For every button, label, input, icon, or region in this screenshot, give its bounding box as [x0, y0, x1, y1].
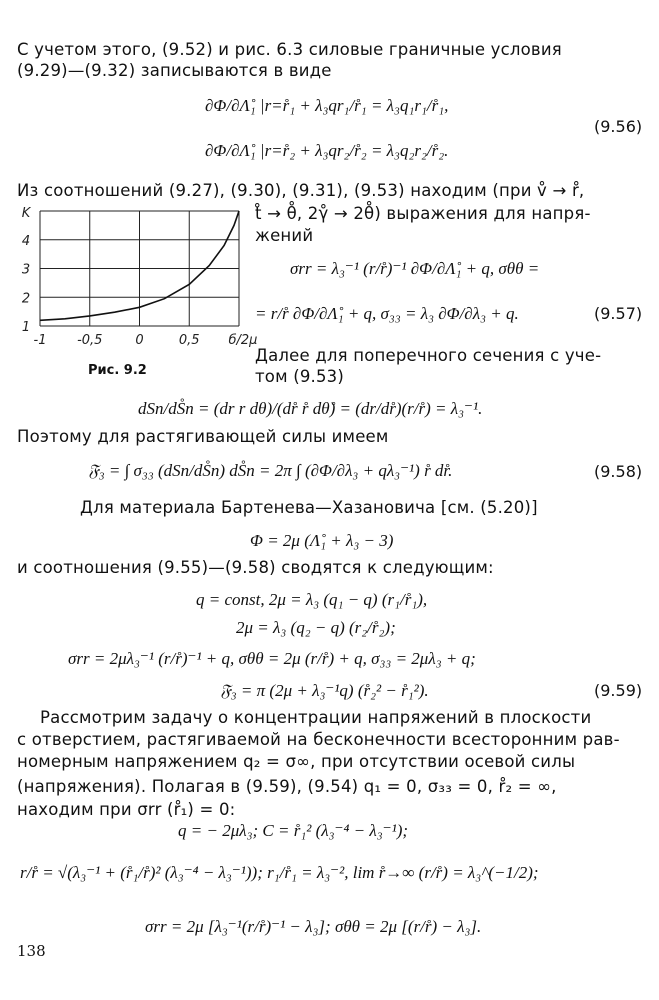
- equation-q-and-C: q = − 2μλ₃; C = r̊₁² (λ₃⁻⁴ − λ₃⁻¹);: [178, 821, 409, 840]
- equation-9-56-a: ∂Φ/∂Λ̊₁ |r=r̊₁ + λ₃qr₁/r̊₁ = λ₃q₁r₁/r̊₁,: [205, 96, 449, 115]
- figure-caption: Рис. 9.2: [88, 363, 147, 378]
- text-line-3: Из соотношений (9.27), (9.30), (9.31), (9.53) находим (при v̊ → r̊,: [17, 181, 585, 200]
- equation-phi: Φ = 2μ (Λ̊₁ + λ₃ − 3): [250, 531, 394, 550]
- equation-number-9-58: (9.58): [594, 462, 643, 481]
- page-number: 138: [17, 942, 46, 960]
- equation-stresses: σrr = 2μ [λ₃⁻¹(r/r̊)⁻¹ − λ₃]; σθθ = 2μ [(r/r̊) − λ₃].: [145, 917, 482, 936]
- text-line-8: Поэтому для растягивающей силы имеем: [17, 427, 389, 446]
- x-tick-label: -1: [33, 333, 47, 348]
- text-line-15: находим при σrr (r̊₁) = 0:: [17, 800, 236, 819]
- y-tick-label: 2: [21, 291, 31, 307]
- equation-r-ratio: r/r̊ = √(λ₃⁻¹ + (r̊₁/r̊)² (λ₃⁻⁴ − λ₃⁻¹)); r₁/r̊₁ = λ₃⁻², lim r̊→∞ (r/r̊) = λ₃^(−1/2);: [20, 863, 539, 882]
- text-line-1: С учетом этого, (9.52) и рис. 6.3 силовые граничные условия: [17, 40, 562, 59]
- x-tick-label: 0,5: [178, 333, 200, 348]
- x-tick-label: -0,5: [77, 333, 103, 348]
- text-line-12: с отверстием, растягиваемой на бесконечности всесторонним рав-: [17, 730, 620, 749]
- text-line-5: жений: [255, 226, 314, 245]
- text-line-13: номерным напряжением q₂ = σ∞, при отсутствии осевой силы: [17, 752, 576, 771]
- equation-9-56-b: ∂Φ/∂Λ̊₁ |r=r̊₂ + λ₃qr₂/r̊₂ = λ₃q₂r₂/r̊₂.: [205, 141, 449, 160]
- text-line-11: Рассмотрим задачу о концентрации напряжений в плоскости: [40, 708, 592, 727]
- text-line-6: Далее для поперечного сечения с уче-: [255, 346, 602, 365]
- equation-number-9-57: (9.57): [594, 304, 643, 323]
- y-tick-label: 4: [21, 233, 31, 249]
- figure-9-2: [14, 203, 258, 383]
- x-axis-label: б/2μ: [228, 333, 258, 348]
- text-line-4: t̊ → θ̊, 2γ̊ → 2θ̊) выражения для напря-: [255, 204, 591, 223]
- text-line-14: (напряжения). Полагая в (9.59), (9.54) q₁ = 0, σ₃₃ = 0, r̊₂ = ∞,: [17, 777, 557, 796]
- figure-chart: [14, 203, 258, 353]
- y-axis-label: K: [21, 206, 31, 221]
- equation-9-59-b: 2μ = λ₃ (q₂ − q) (r₂/r̊₂);: [236, 618, 396, 637]
- y-tick-label: 3: [21, 262, 31, 278]
- equation-9-59-a: q = const, 2μ = λ₃ (q₁ − q) (r₁/r̊₁),: [196, 590, 428, 609]
- equation-9-59-d: 𝔉₃ = π (2μ + λ₃⁻¹q) (r̊₂² − r̊₁²).: [220, 681, 429, 700]
- text-line-7: том (9.53): [255, 367, 345, 386]
- equation-9-58: 𝔉₃ = ∫ σ₃₃ (dSn/dS̊n) dS̊n = 2π ∫ (∂Φ/∂λ₃ + qλ₃⁻¹) r̊ dr̊.: [88, 461, 453, 480]
- equation-number-9-56: (9.56): [594, 117, 643, 136]
- equation-9-57-b: = r/r̊ ∂Φ/∂Λ̊₁ + q, σ₃₃ = λ₃ ∂Φ/∂λ₃ + q.: [255, 304, 519, 323]
- text-line-10: и соотношения (9.55)—(9.58) сводятся к следующим:: [17, 558, 494, 577]
- equation-number-9-59: (9.59): [594, 681, 643, 700]
- text-line-2: (9.29)—(9.32) записываются в виде: [17, 61, 332, 80]
- equation-9-59-c: σrr = 2μλ₃⁻¹ (r/r̊)⁻¹ + q, σθθ = 2μ (r/r̊) + q, σ₃₃ = 2μλ₃ + q;: [68, 649, 476, 668]
- equation-area-ratio: dSn/dS̊n = (dr r dθ)/(dr̊ r̊ dθ̊) = (dr/dr̊)(r/r̊) = λ₃⁻¹.: [138, 399, 483, 418]
- y-tick-label: 1: [21, 320, 31, 335]
- text-line-9: Для материала Бартенева—Хазановича [см. (5.20)]: [80, 498, 538, 517]
- equation-9-57-a: σrr = λ₃⁻¹ (r/r̊)⁻¹ ∂Φ/∂Λ̊₁ + q, σθθ =: [290, 259, 540, 278]
- x-tick-label: 0: [135, 333, 144, 348]
